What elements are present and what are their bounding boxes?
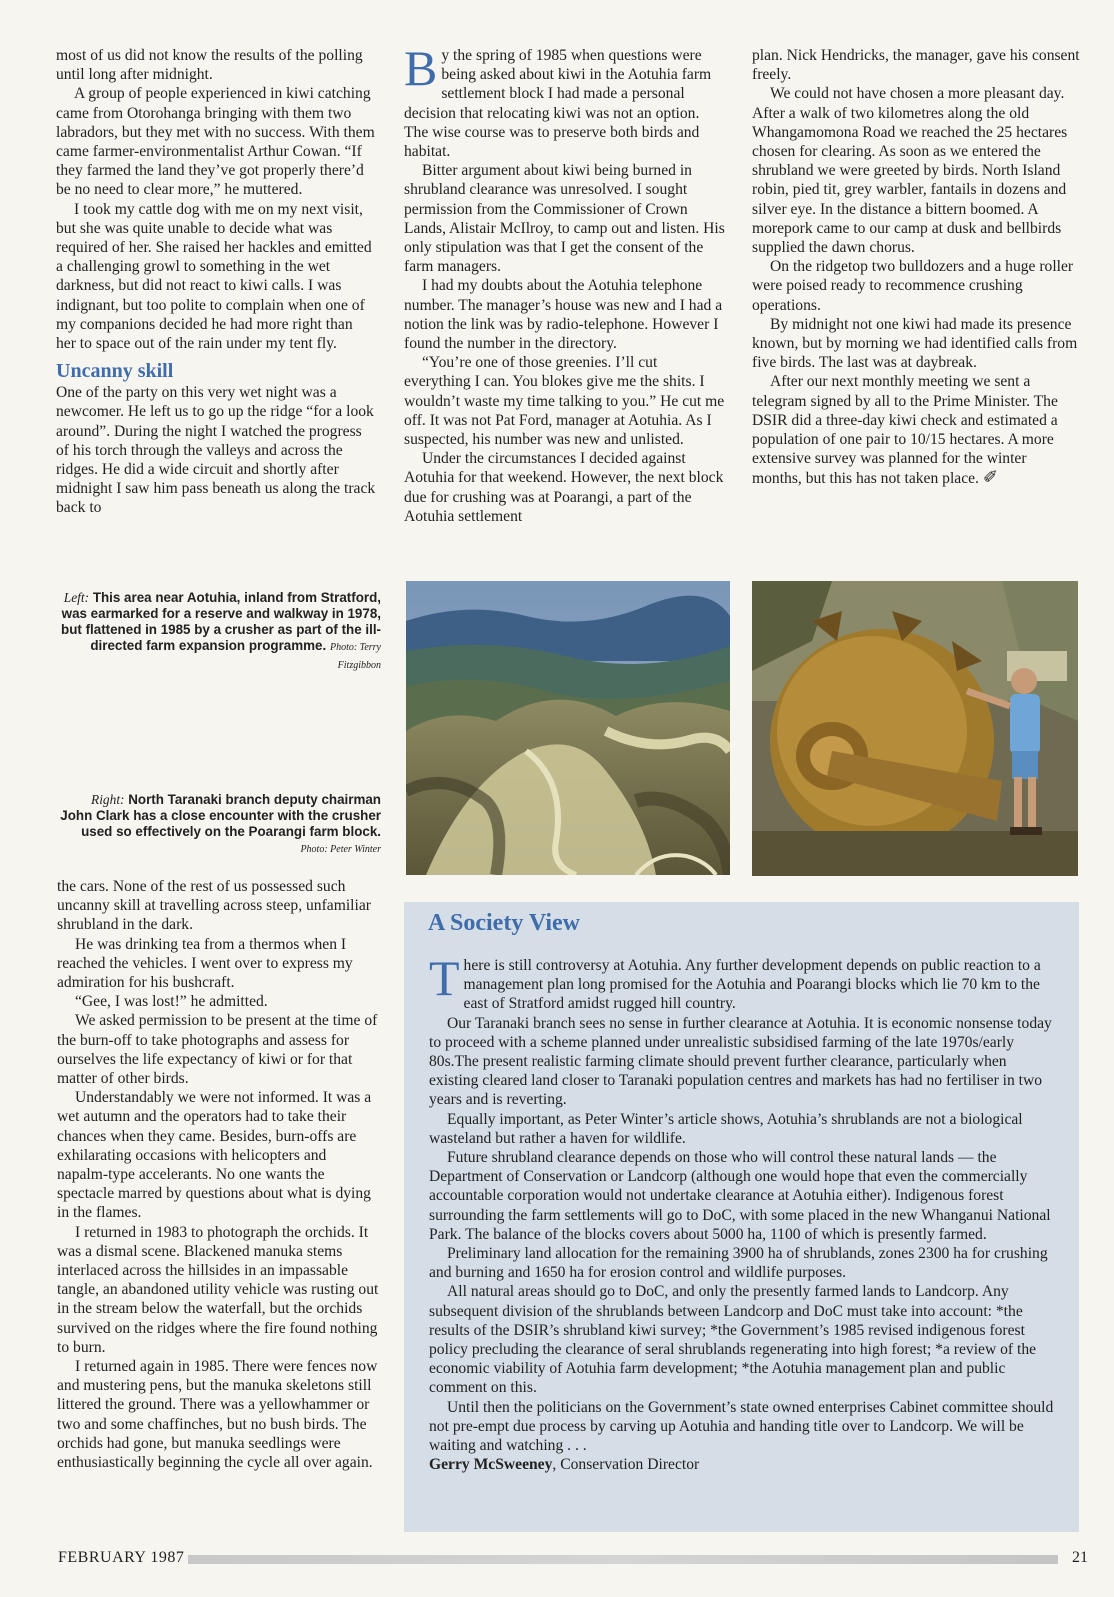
paragraph: Future shrubland clearance depends on those who will control these natural lands — the Department of Conservation or Landcorp (although one would hope that even the commercially accountable corporation would not undertake clearance at Aotuhia either). Indigenous forest surrounding the farm settlements will go to DoC, with some placed in the new Whanganui National Park. The balance of the blocks covers about 5000 ha, 1100 of which is presently farmed. (429, 1149, 1051, 1243)
paragraph (752, 372, 1080, 488)
paragraph: We could not have chosen a more pleasant day. After a walk of two kilometres along the old Whangamomona Road we reached the 25 hectares chosen for clearing. As soon as we entered the shrubland we were greeted by birds. North Island robin, pied tit, grey warbler, fantails in dozens and silver eye. In the distance a bittern boomed. A morepork came to our camp at dusk and bellbirds supplied the dawn chorus. (752, 85, 1068, 257)
paragraph: Equally important, as Peter Winter’s article shows, Aotuhia’s shrublands are not a biological wasteland but rather a haven for wildlife. (429, 1110, 1023, 1147)
sidebar-title: A Society View (428, 910, 580, 936)
paragraph: By midnight not one kiwi had made its presence known, but by morning we had identified calls from five birds. The last was at daybreak. (752, 315, 1078, 372)
landscape-image (406, 581, 730, 875)
caption-text: North Taranaki branch deputy chairman John Clark has a close encounter with the crusher used so effectively on the Poarangi farm block. (60, 792, 381, 839)
author-name: Gerry McSweeney (429, 1456, 553, 1474)
photo-credit: Photo: Terry Fitzgibbon (329, 642, 381, 671)
paragraph: On the ridgetop two bulldozers and a huge roller were poised ready to recommence crushing operations. (752, 258, 1074, 314)
paragraph: I returned in 1983 to photograph the orchids. It was a dismal scene. Blackened manuka stems interlaced across the hillsides in an impassable tangle, an abandoned utility vehicle was rusting out in the stream below the waterfall, but the orchids survived on the ridges where the fire found nothing to burn. (57, 1223, 379, 1356)
author-role: , Conservation Director (552, 1456, 700, 1474)
page-number: 21 (1072, 1549, 1088, 1566)
paragraph-text: After our next monthly meeting we sent a telegram signed by all to the Prime Minister. The DSIR did a three-day kiwi check and estimated a population of one pair to 10/15 hectares. A more extensive survey was planned for the winter months, but this has not taken place. (752, 373, 1058, 488)
crusher-image (752, 581, 1078, 876)
author-line (429, 1455, 1059, 1474)
paragraph: Our Taranaki branch sees no sense in further clearance at Aotuhia. It is economic nonsense today to proceed with a scheme planned under unrealistic subsidised farming of the late 1970s/early 80s.The present realistic farming climate should prevent further clearance, particularly when existing cleared land closer to Taranaki population centres and markets has had no fertiliser in two years and is reverting. (429, 1014, 1052, 1109)
drop-cap: T (429, 950, 460, 1006)
paragraph: most of us did not know the results of the polling until long after midnight. (56, 47, 363, 84)
paragraph: “You’re one of those greenies. I’ll cut everything I can. You blokes give me the shits. I wouldn’t waste my time talking to you.” He cut me off. It was not Pat Ford, manager at Aotuhia. As I suspected, his number was new and unlisted. (404, 354, 725, 449)
paragraph: plan. Nick Hendricks, the manager, gave his consent freely. (752, 47, 1080, 84)
paragraph: Understandably we were not informed. It was a wet autumn and the operators had to take their chances when they came. Besides, burn-offs are exhilarating occasions with helicopters and napalm-type accelerants. No one wants the spectacle marred by questions about what is dying in the flames. (57, 1089, 372, 1222)
paragraph-text: y the spring of 1985 when questions were being asked about kiwi in the Aotuhia farm settlement block I had made a personal decision that relocating kiwi was not an option. The wise course was to preserve both birds and habitat. (404, 47, 712, 161)
paragraph: the cars. None of the rest of us possessed such uncanny skill at travelling across steep, unfamiliar shrubland in the dark. (57, 878, 371, 934)
caption-label: Left: (63, 590, 90, 605)
sidebar-body (429, 950, 1059, 1474)
drop-cap: B (404, 40, 438, 96)
caption-left-photo (56, 590, 381, 674)
paragraph: I took my cattle dog with me on my next visit, but she was quite unable to decide what was required of her. She raised her hackles and emitted a challenging growl to something in the wet darkness, but did not react to kiwi calls. I was indignant, but too polite to complain when one of my companions decided he had more right than her to space out of the rain under my tent fly. (56, 200, 372, 353)
caption-label: Right: (91, 792, 125, 807)
paragraph (429, 950, 1059, 1014)
paragraph: We asked permission to be present at the time of the burn-off to take photographs and assess for ourselves the life expectancy of kiwi or for that matter of other birds. (57, 1012, 378, 1088)
column-1-top (56, 46, 376, 518)
column-2-top (404, 40, 726, 526)
footer-rule (188, 1555, 1058, 1564)
paragraph: Bitter argument about kiwi being burned in shrubland clearance was unresolved. I sought permission from the Commissioner of Crown Lands, Alistair McIlroy, to camp out and listen. His only stipulation was that I get the consent of the farm managers. (404, 162, 725, 276)
paragraph: “Gee, I was lost!” he admitted. (75, 993, 268, 1011)
paragraph: One of the party on this very wet night was a newcomer. He left us to go up the ridge “for a look around”. During the night I watched the progress of his torch through the valleys and across the ridges. He did a wide circuit and shortly after midnight I saw him pass beneath us along the track back to (56, 384, 376, 517)
column-1-bottom (57, 877, 379, 1472)
photo-crusher-man (752, 581, 1078, 876)
caption-right-photo (56, 792, 381, 858)
paragraph: He was drinking tea from a thermos when I reached the vehicles. I went over to express my admiration for his bushcraft. (57, 935, 353, 992)
paragraph: All natural areas should go to DoC, and only the presently farmed lands to Landcorp. Any subsequent division of the shrublands between Landcorp and DoC must take into account: *the results of the DSIR’s shrubland kiwi survey; *the Government’s 1985 revised indigenous forest policy precluding the clearance of seral shrublands regenerating into high forest; *a review of the economic viability of Aotuhia farm development; *the Aotuhia management plan and public comment on this. (429, 1283, 1037, 1397)
photo-crushed-hills (406, 581, 730, 875)
paragraph: I had my doubts about the Aotuhia telephone number. The manager’s house was new and I had a notion the link was by radio-telephone. However I found the number in the directory. (404, 277, 723, 353)
paragraph (404, 40, 726, 161)
caption-text: This area near Aotuhia, inland from Stratford, was earmarked for a reserve and walkway in 1978, but flattened in 1985 by a crusher as part of the ill-directed farm expansion programme. (61, 590, 381, 653)
paragraph: Under the circumstances I decided against Aotuhia for that weekend. However, the next block due for crushing was at Poarangi, a part of the Aotuhia settlement (404, 450, 724, 525)
paragraph: A group of people experienced in kiwi catching came from Otorohanga bringing with them two labradors, but they met with no success. With them came farmer-environmentalist Arthur Cowan. “If they farmed the land they’ve got properly there’d be no need to clear more,” he muttered. (56, 85, 375, 199)
issue-date: FEBRUARY 1987 (58, 1549, 185, 1566)
paragraph: Until then the politicians on the Government’s state owned enterprises Cabinet committee should not pre-empt due process by carving up Aotuhia and handing title over to Landcorp. We will be waiting and watching . . . (429, 1398, 1054, 1455)
paragraph: I returned again in 1985. There were fences now and mustering pens, but the manuka skeletons still littered the ground. There was a yellowhammer or two and some chaffinches, but no bush birds. The orchids had gone, but manuka seedlings were enthusiastically beginning the cycle all over again. (57, 1358, 378, 1472)
society-view-sidebar (404, 902, 1079, 1532)
section-heading: Uncanny skill (56, 360, 174, 383)
paragraph: Preliminary land allocation for the remaining 3900 ha of shrublands, zones 2300 ha for crushing and burning and 1650 ha for erosion control and wildlife purposes. (429, 1245, 1048, 1282)
page-footer (58, 1547, 1088, 1569)
photo-credit: Photo: Peter Winter (300, 844, 381, 855)
paragraph-text: here is still controversy at Aotuhia. Any further development depends on public reaction to a management plan long promised for the Aotuhia and Poarangi blocks which lie 70 km to the east of Stratford amidst rugged hill country. (463, 957, 1041, 1013)
column-3-top (752, 46, 1080, 489)
bird-end-mark-icon: ✐ (982, 467, 998, 488)
